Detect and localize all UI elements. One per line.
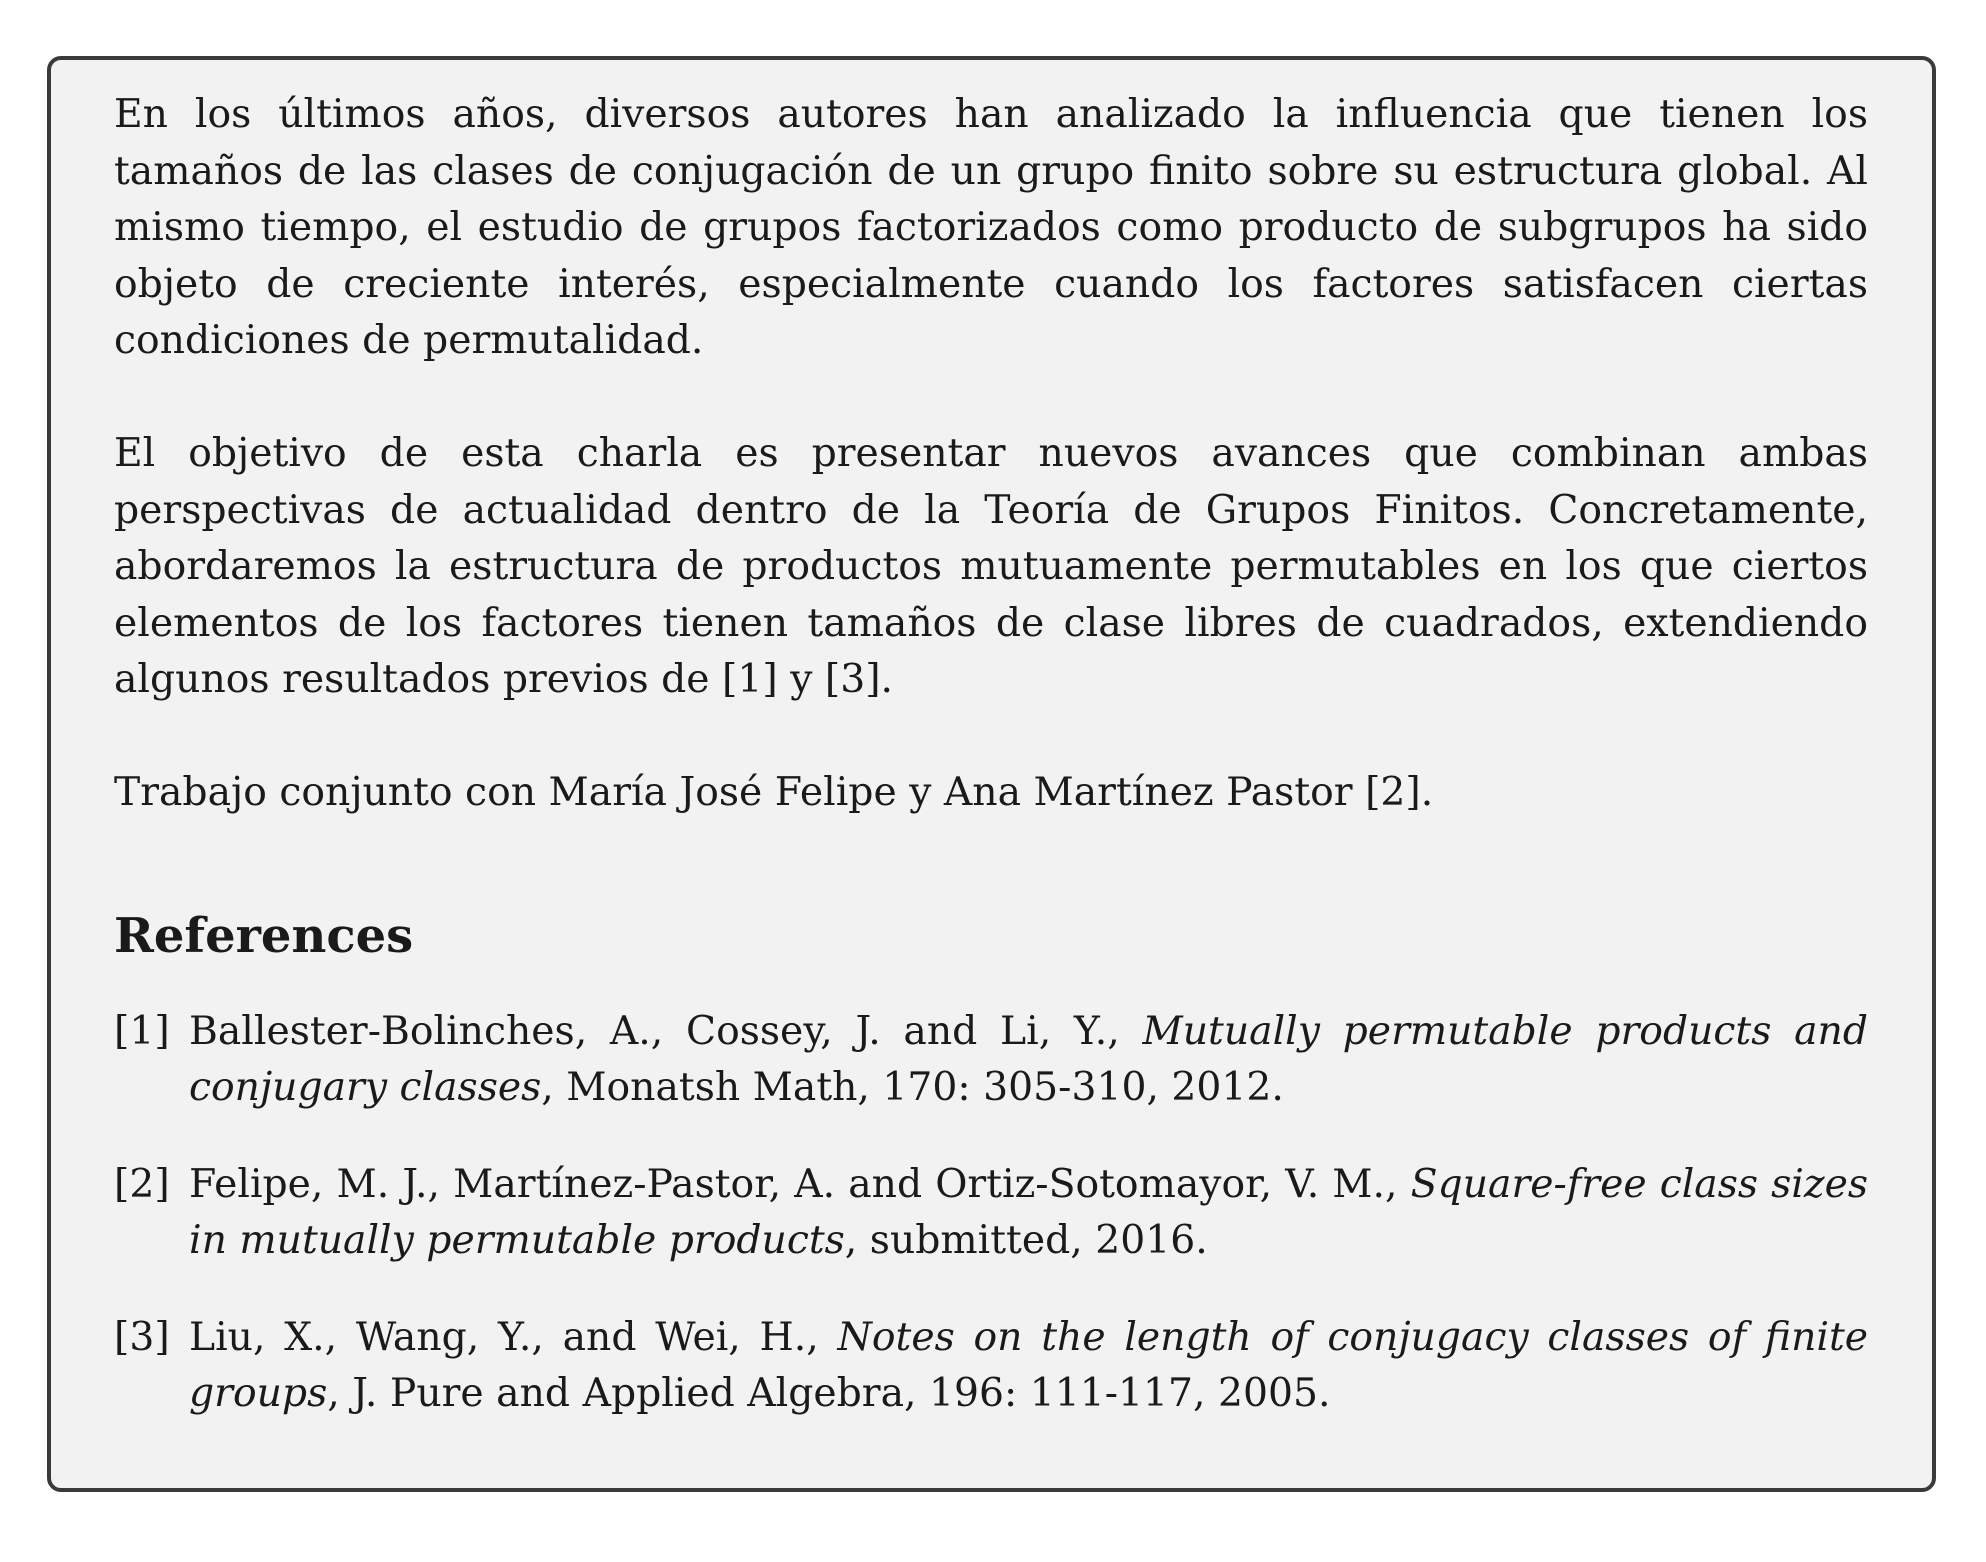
reference-item-2	[114, 1157, 1868, 1270]
reference-authors: Ballester-Bolinches, A., Cossey, J. and Li, Y.,	[189, 1008, 1143, 1054]
reference-item-1	[114, 1004, 1868, 1117]
reference-number: [1]	[114, 1008, 170, 1054]
abstract-paragraph-2: El objetivo de esta charla es presentar nuevos avances que combinan ambas perspectivas de actualidad dentro de la Teoría de Grupos Finitos. Concretamente, abordaremos la estructura de productos mutuamente permutables en los que ciertos elementos de los factores tienen tamaños de clase libres de cuadrados, extendiendo algunos resultados previos de [1] y [3].	[114, 431, 1868, 702]
reference-source: , J. Pure and Applied Algebra, 196: 111-117, 2005.	[327, 1371, 1331, 1416]
reference-body	[189, 1157, 1868, 1270]
reference-source: , Monatsh Math, 170: 305-310, 2012.	[541, 1065, 1284, 1110]
abstract-paragraph-1: En los últimos años, diversos autores han analizado la influencia que tienen los tamaños de las clases de conjugación de un grupo finito sobre su estructura global. Al mismo tiempo, el estudio de grupos factorizados como producto de subgrupos ha sido objeto de creciente interés, especialmente cuando los factores satisfacen ciertas condiciones de permutalidad.	[114, 92, 1868, 363]
reference-number: [2]	[114, 1161, 170, 1207]
reference-title: Notes on the length of conjugacy classes of finite groups	[189, 1314, 1868, 1416]
reference-title: Mutually permutable products and conjugary classes	[189, 1008, 1868, 1110]
reference-authors: Felipe, M. J., Martínez-Pastor, A. and Ortiz-Sotomayor, V. M.,	[189, 1161, 1411, 1207]
reference-body	[189, 1310, 1868, 1423]
reference-title: Square-free class sizes in mutually permutable products	[189, 1161, 1868, 1263]
reference-authors: Liu, X., Wang, Y., and Wei, H.,	[189, 1314, 838, 1360]
reference-number: [3]	[114, 1314, 170, 1360]
reference-list	[114, 1004, 1868, 1423]
reference-body	[189, 1004, 1868, 1117]
abstract-box	[47, 56, 1936, 1492]
reference-item-3	[114, 1310, 1868, 1423]
references-heading: References	[114, 907, 414, 964]
reference-source: , submitted, 2016.	[844, 1218, 1208, 1263]
abstract-paragraph-3: Trabajo conjunto con María José Felipe y Ana Martínez Pastor [2].	[114, 770, 1434, 815]
